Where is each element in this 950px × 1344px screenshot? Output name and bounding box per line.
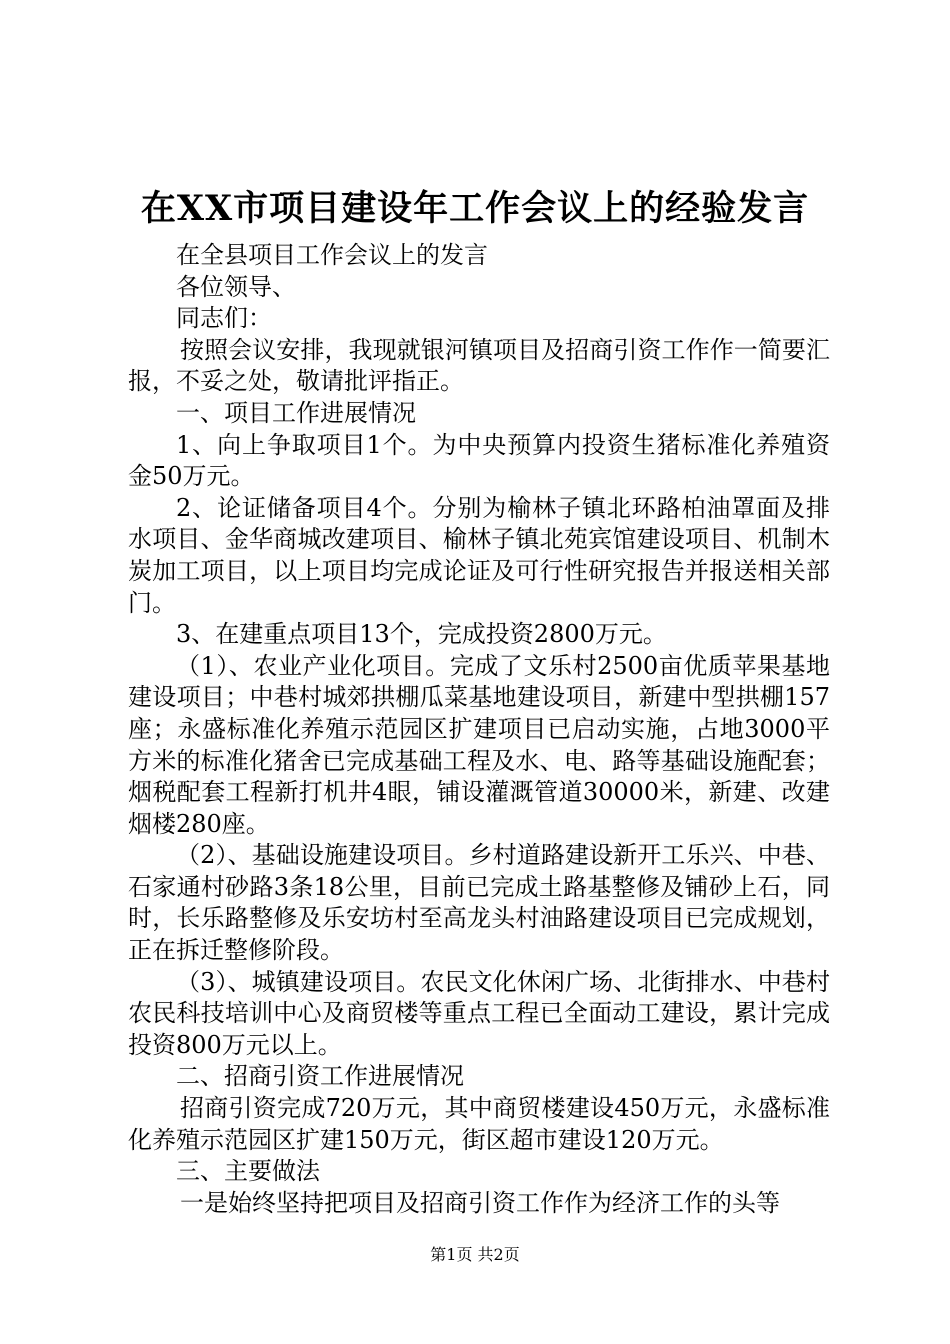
heading-section-3: 三、主要做法 bbox=[176, 1157, 320, 1186]
paragraph-subitem-3: （3）、城镇建设项目。农民文化休闲广场、北街排水、中巷村农民科技培训中心及商贸楼等重点工程已全面动工建设，累计完成投资800万元以上。 bbox=[128, 967, 830, 1059]
document-title: 在XX市项目建设年工作会议上的经验发言 bbox=[140, 188, 810, 229]
paragraph-salutation-2: 同志们： bbox=[176, 304, 272, 333]
heading-section-1: 一、项目工作进展情况 bbox=[176, 398, 416, 427]
paragraph-item-2: 2、论证储备项目4个。分别为榆林子镇北环路柏油罩面及排水项目、金华商城改建项目、榆林子镇北苑宾馆建设项目、机制木炭加工项目，以上项目均完成论证及可行性研究报告并报送相关部门。 bbox=[128, 493, 830, 617]
paragraph-item-1: 1、向上争取项目1个。为中央预算内投资生猪标准化养殖资金50万元。 bbox=[128, 430, 830, 491]
paragraph-intro: 按照会议安排，我现就银河镇项目及招商引资工作作一简要汇报，不妥之处，敬请批评指正。 bbox=[128, 335, 830, 396]
paragraph-item-3: 3、在建重点项目13个，完成投资2800万元。 bbox=[176, 620, 667, 649]
paragraph-subtitle: 在全县项目工作会议上的发言 bbox=[176, 241, 488, 269]
paragraph-subitem-2: （2）、基础设施建设项目。乡村道路建设新开工乐兴、中巷、石家通村砂路3条18公里，目前已完成土路基整修及铺砂上石，同时，长乐路整修及乐安坊村至高龙头村油路建设项目已完成规划，正在拆迁整修阶段。 bbox=[128, 841, 830, 965]
paragraph-investment: 招商引资完成720万元，其中商贸楼建设450万元，永盛标准化养殖示范园区扩建150万元，街区超市建设120万元。 bbox=[128, 1094, 830, 1154]
paragraph-subitem-1: （1）、农业产业化项目。完成了文乐村2500亩优质苹果基地建设项目；中巷村城郊拱棚瓜菜基地建设项目，新建中型拱棚157座；永盛标准化养殖示范园区扩建项目已启动实施，占地3000平方米的标准化猪舍已完成基础工程及水、电、路等基础设施配套；烟税配套工程新打机井4眼，铺设灌溉管道30000米，新建、改建烟楼280座。 bbox=[128, 651, 830, 838]
paragraph-salutation-1: 各位领导、 bbox=[176, 272, 296, 301]
heading-section-2: 二、招商引资工作进展情况 bbox=[176, 1062, 464, 1091]
page-number: 第1页 共2页 bbox=[430, 1245, 520, 1264]
document-body bbox=[128, 240, 830, 1219]
paragraph-practice-1: 一是始终坚持把项目及招商引资工作作为经济工作的头等 bbox=[180, 1188, 780, 1217]
